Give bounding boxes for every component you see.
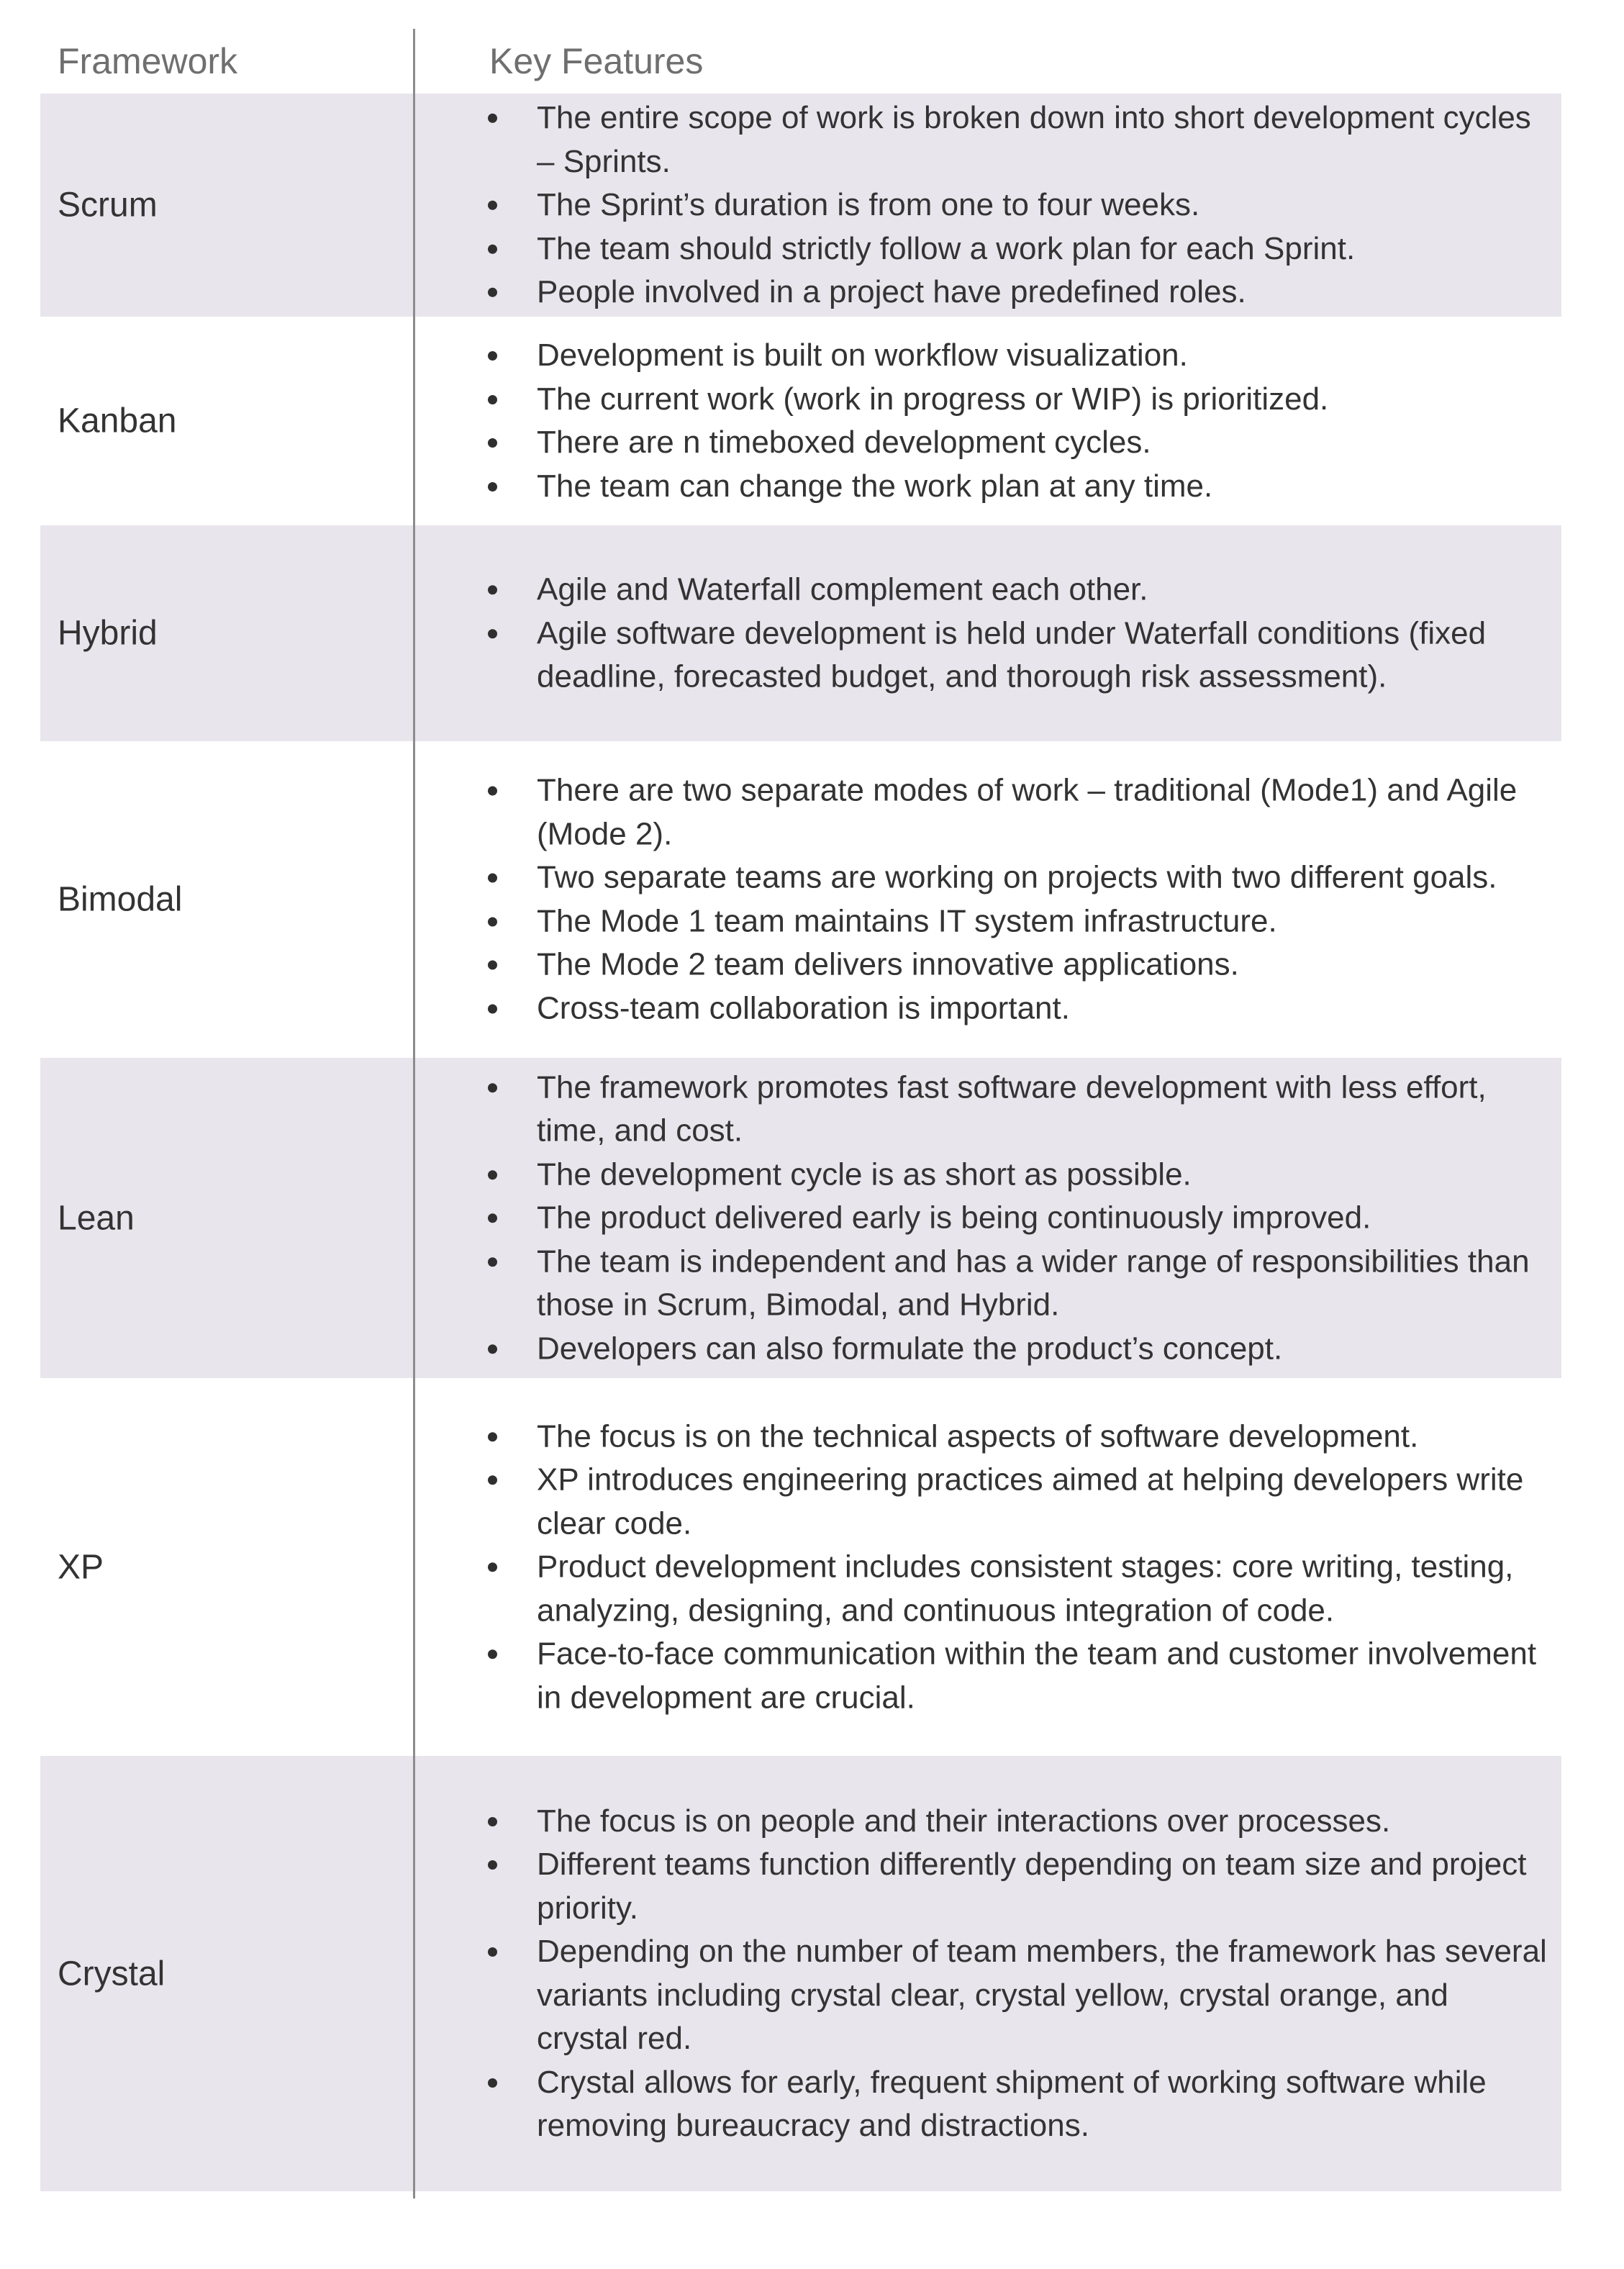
frameworks-table bbox=[40, 29, 1561, 2191]
feature-item: The current work (work in progress or WIP) is prioritized. bbox=[537, 378, 1547, 422]
framework-name: Crystal bbox=[58, 1955, 165, 1993]
feature-item: Different teams function differently depending on team size and project priority. bbox=[537, 1843, 1547, 1930]
feature-item: Product development includes consistent stages: core writing, testing, analyzing, designing, and continuous integration of code. bbox=[537, 1545, 1547, 1632]
feature-list bbox=[537, 568, 1547, 699]
feature-list bbox=[537, 1066, 1547, 1371]
feature-item: XP introduces engineering practices aimed at helping developers write clear code. bbox=[537, 1458, 1547, 1545]
feature-item: There are n timeboxed development cycles. bbox=[537, 421, 1547, 465]
feature-item: Agile and Waterfall complement each other. bbox=[537, 568, 1547, 612]
framework-name: XP bbox=[58, 1548, 104, 1586]
table-row-hybrid bbox=[40, 525, 1561, 741]
feature-list bbox=[537, 1800, 1547, 2148]
table-row-scrum bbox=[40, 94, 1561, 317]
table-row-bimodal bbox=[40, 741, 1561, 1058]
key-features-column-header: Key Features bbox=[489, 41, 704, 81]
feature-item: The team can change the work plan at any time. bbox=[537, 465, 1547, 509]
feature-item: The team is independent and has a wider range of responsibilities than those in Scrum, Bimodal, and Hybrid. bbox=[537, 1240, 1547, 1327]
framework-name: Scrum bbox=[58, 186, 158, 225]
feature-item: The development cycle is as short as possible. bbox=[537, 1153, 1547, 1197]
table-header bbox=[40, 29, 1561, 94]
feature-item: Crystal allows for early, frequent shipment of working software while removing bureaucracy and distractions. bbox=[537, 2061, 1547, 2148]
feature-list bbox=[537, 1415, 1547, 1720]
feature-item: The Mode 1 team maintains IT system infrastructure. bbox=[537, 900, 1547, 943]
feature-item: Depending on the number of team members, the framework has several variants including crystal clear, crystal yellow, crystal orange, and crystal red. bbox=[537, 1930, 1547, 2061]
feature-item: The product delivered early is being continuously improved. bbox=[537, 1196, 1547, 1240]
feature-item: There are two separate modes of work – traditional (Mode1) and Agile (Mode 2). bbox=[537, 769, 1547, 856]
feature-list bbox=[537, 96, 1547, 314]
framework-name: Lean bbox=[58, 1199, 135, 1237]
column-divider bbox=[413, 29, 415, 2198]
feature-item: The Sprint’s duration is from one to four weeks. bbox=[537, 184, 1547, 227]
feature-item: The entire scope of work is broken down into short development cycles – Sprints. bbox=[537, 96, 1547, 184]
table-row-lean bbox=[40, 1058, 1561, 1378]
feature-item: Two separate teams are working on projects with two different goals. bbox=[537, 856, 1547, 900]
framework-name: Kanban bbox=[58, 402, 177, 440]
feature-item: The focus is on people and their interactions over processes. bbox=[537, 1800, 1547, 1844]
feature-item: Development is built on workflow visualization. bbox=[537, 334, 1547, 378]
feature-list bbox=[537, 769, 1547, 1031]
framework-name: Bimodal bbox=[58, 880, 183, 919]
feature-item: The Mode 2 team delivers innovative applications. bbox=[537, 943, 1547, 987]
table-row-crystal bbox=[40, 1756, 1561, 2191]
feature-item: The framework promotes fast software development with less effort, time, and cost. bbox=[537, 1066, 1547, 1153]
feature-item: Agile software development is held under Waterfall conditions (fixed deadline, forecasted budget, and thorough risk assessment). bbox=[537, 612, 1547, 699]
feature-item: People involved in a project have predefined roles. bbox=[537, 271, 1547, 314]
framework-column-header: Framework bbox=[58, 41, 238, 81]
feature-item: Cross-team collaboration is important. bbox=[537, 987, 1547, 1031]
table-row-xp bbox=[40, 1378, 1561, 1756]
feature-item: Face-to-face communication within the team and customer involvement in development are crucial. bbox=[537, 1632, 1547, 1719]
feature-list bbox=[537, 334, 1547, 508]
feature-item: Developers can also formulate the product’s concept. bbox=[537, 1327, 1547, 1371]
table-row-kanban bbox=[40, 317, 1561, 525]
feature-item: The focus is on the technical aspects of software development. bbox=[537, 1415, 1547, 1459]
feature-item: The team should strictly follow a work plan for each Sprint. bbox=[537, 227, 1547, 271]
framework-name: Hybrid bbox=[58, 614, 158, 653]
